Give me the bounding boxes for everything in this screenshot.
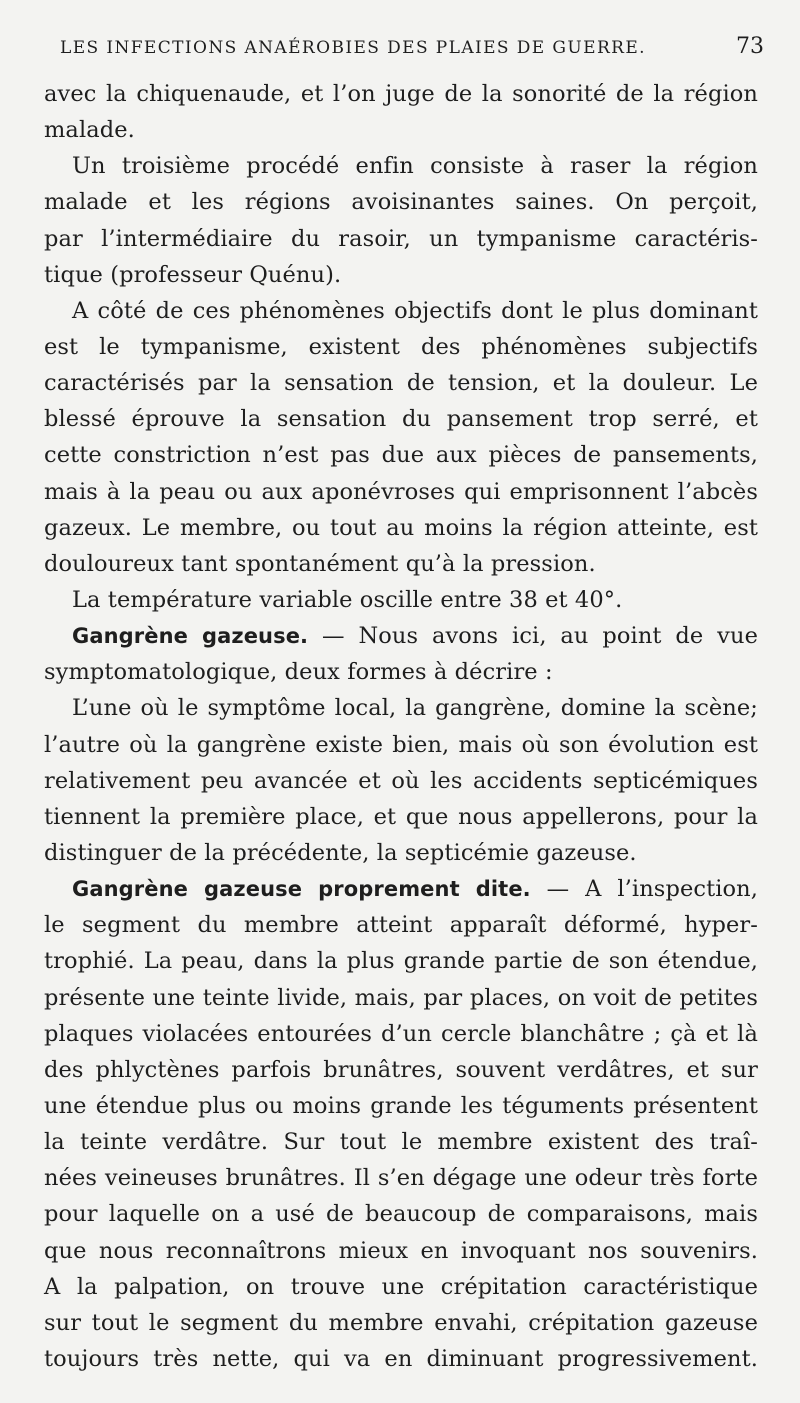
- text-line: l’autre où la gangrène existe bien, mais où son évolution est: [44, 731, 758, 758]
- text-line: présente une teinte livide, mais, par places, on voit de petites: [44, 984, 758, 1011]
- section-heading: Gangrène gazeuse proprement dite.: [72, 877, 531, 902]
- text-line: par l’intermédiaire du rasoir, un tympanisme caractéris-: [44, 225, 758, 252]
- text-line: caractérisés par la sensation de tension, et la douleur. Le: [44, 370, 758, 397]
- text-line: douloureux tant spontanément qu’à la pression.: [44, 550, 596, 577]
- running-header: [60, 34, 764, 59]
- text-line: le segment du membre atteint apparaît déformé, hyper-: [44, 912, 758, 939]
- text-line: blessé éprouve la sensation du pansement trop serré, et: [44, 406, 758, 433]
- text-line: plaques violacées entourées d’un cercle blanchâtre ; çà et là: [44, 1020, 758, 1047]
- text-line: malade et les régions avoisinantes saines. On perçoit,: [44, 189, 758, 216]
- text-line: L’une où le symptôme local, la gangrène, domine la scène;: [72, 695, 758, 722]
- text-line: A côté de ces phénomènes objectifs dont le plus dominant: [72, 297, 758, 324]
- text-line: [44, 871, 758, 907]
- text-line: des phlyctènes parfois brunâtres, souvent verdâtres, et sur: [44, 1056, 758, 1083]
- text-line: gazeux. Le membre, ou tout au moins la région atteinte, est: [44, 514, 758, 541]
- text-line: la teinte verdâtre. Sur tout le membre existent des traî-: [44, 1129, 758, 1156]
- text-line: mais à la peau ou aux aponévroses qui emprisonnent l’abcès: [44, 478, 758, 505]
- text-line: Un troisième procédé enfin consiste à raser la région: [72, 153, 758, 180]
- text-line: symptomatologique, deux formes à décrire :: [44, 659, 553, 686]
- page-number: 73: [736, 34, 764, 59]
- body-text: [44, 76, 758, 1377]
- section-heading: Gangrène gazeuse.: [72, 624, 309, 649]
- text-line: avec la chiquenaude, et l’on juge de la sonorité de la région: [44, 81, 758, 107]
- heading-continuation: — A l’inspection,: [530, 876, 758, 903]
- text-line: cette constriction n’est pas due aux pièces de pansements,: [44, 442, 758, 469]
- text-line: relativement peu avancée et où les accidents septicémiques: [44, 767, 758, 794]
- text-line: La température variable oscille entre 38 et 40°.: [72, 586, 623, 613]
- text-line: nées veineuses brunâtres. Il s’en dégage une odeur très forte: [44, 1165, 758, 1192]
- heading-continuation: — Nous avons ici, au point de vue: [308, 623, 758, 650]
- text-line: malade.: [44, 117, 135, 144]
- text-line: toujours très nette, qui va en diminuant progressivement.: [44, 1345, 758, 1372]
- text-line: pour laquelle on a usé de beaucoup de comparaisons, mais: [44, 1201, 758, 1228]
- running-title: LES INFECTIONS ANAÉROBIES DES PLAIES DE GUERRE.: [60, 38, 646, 58]
- text-line: que nous reconnaîtrons mieux en invoquant nos souvenirs.: [44, 1237, 758, 1264]
- text-line: A la palpation, on trouve une crépitation caractéristique: [44, 1273, 758, 1300]
- text-line: trophié. La peau, dans la plus grande partie de son étendue,: [44, 948, 758, 975]
- text-line: [44, 618, 758, 654]
- text-line: une étendue plus ou moins grande les téguments présentent: [44, 1092, 758, 1119]
- text-line: distinguer de la précédente, la septicémie gazeuse.: [44, 839, 637, 866]
- text-line: tique (professeur Quénu).: [44, 261, 342, 288]
- text-line: est le tympanisme, existent des phénomènes subjectifs: [44, 333, 758, 360]
- text-line: tiennent la première place, et que nous appellerons, pour la: [44, 803, 758, 830]
- text-line: sur tout le segment du membre envahi, crépitation gazeuse: [44, 1309, 758, 1336]
